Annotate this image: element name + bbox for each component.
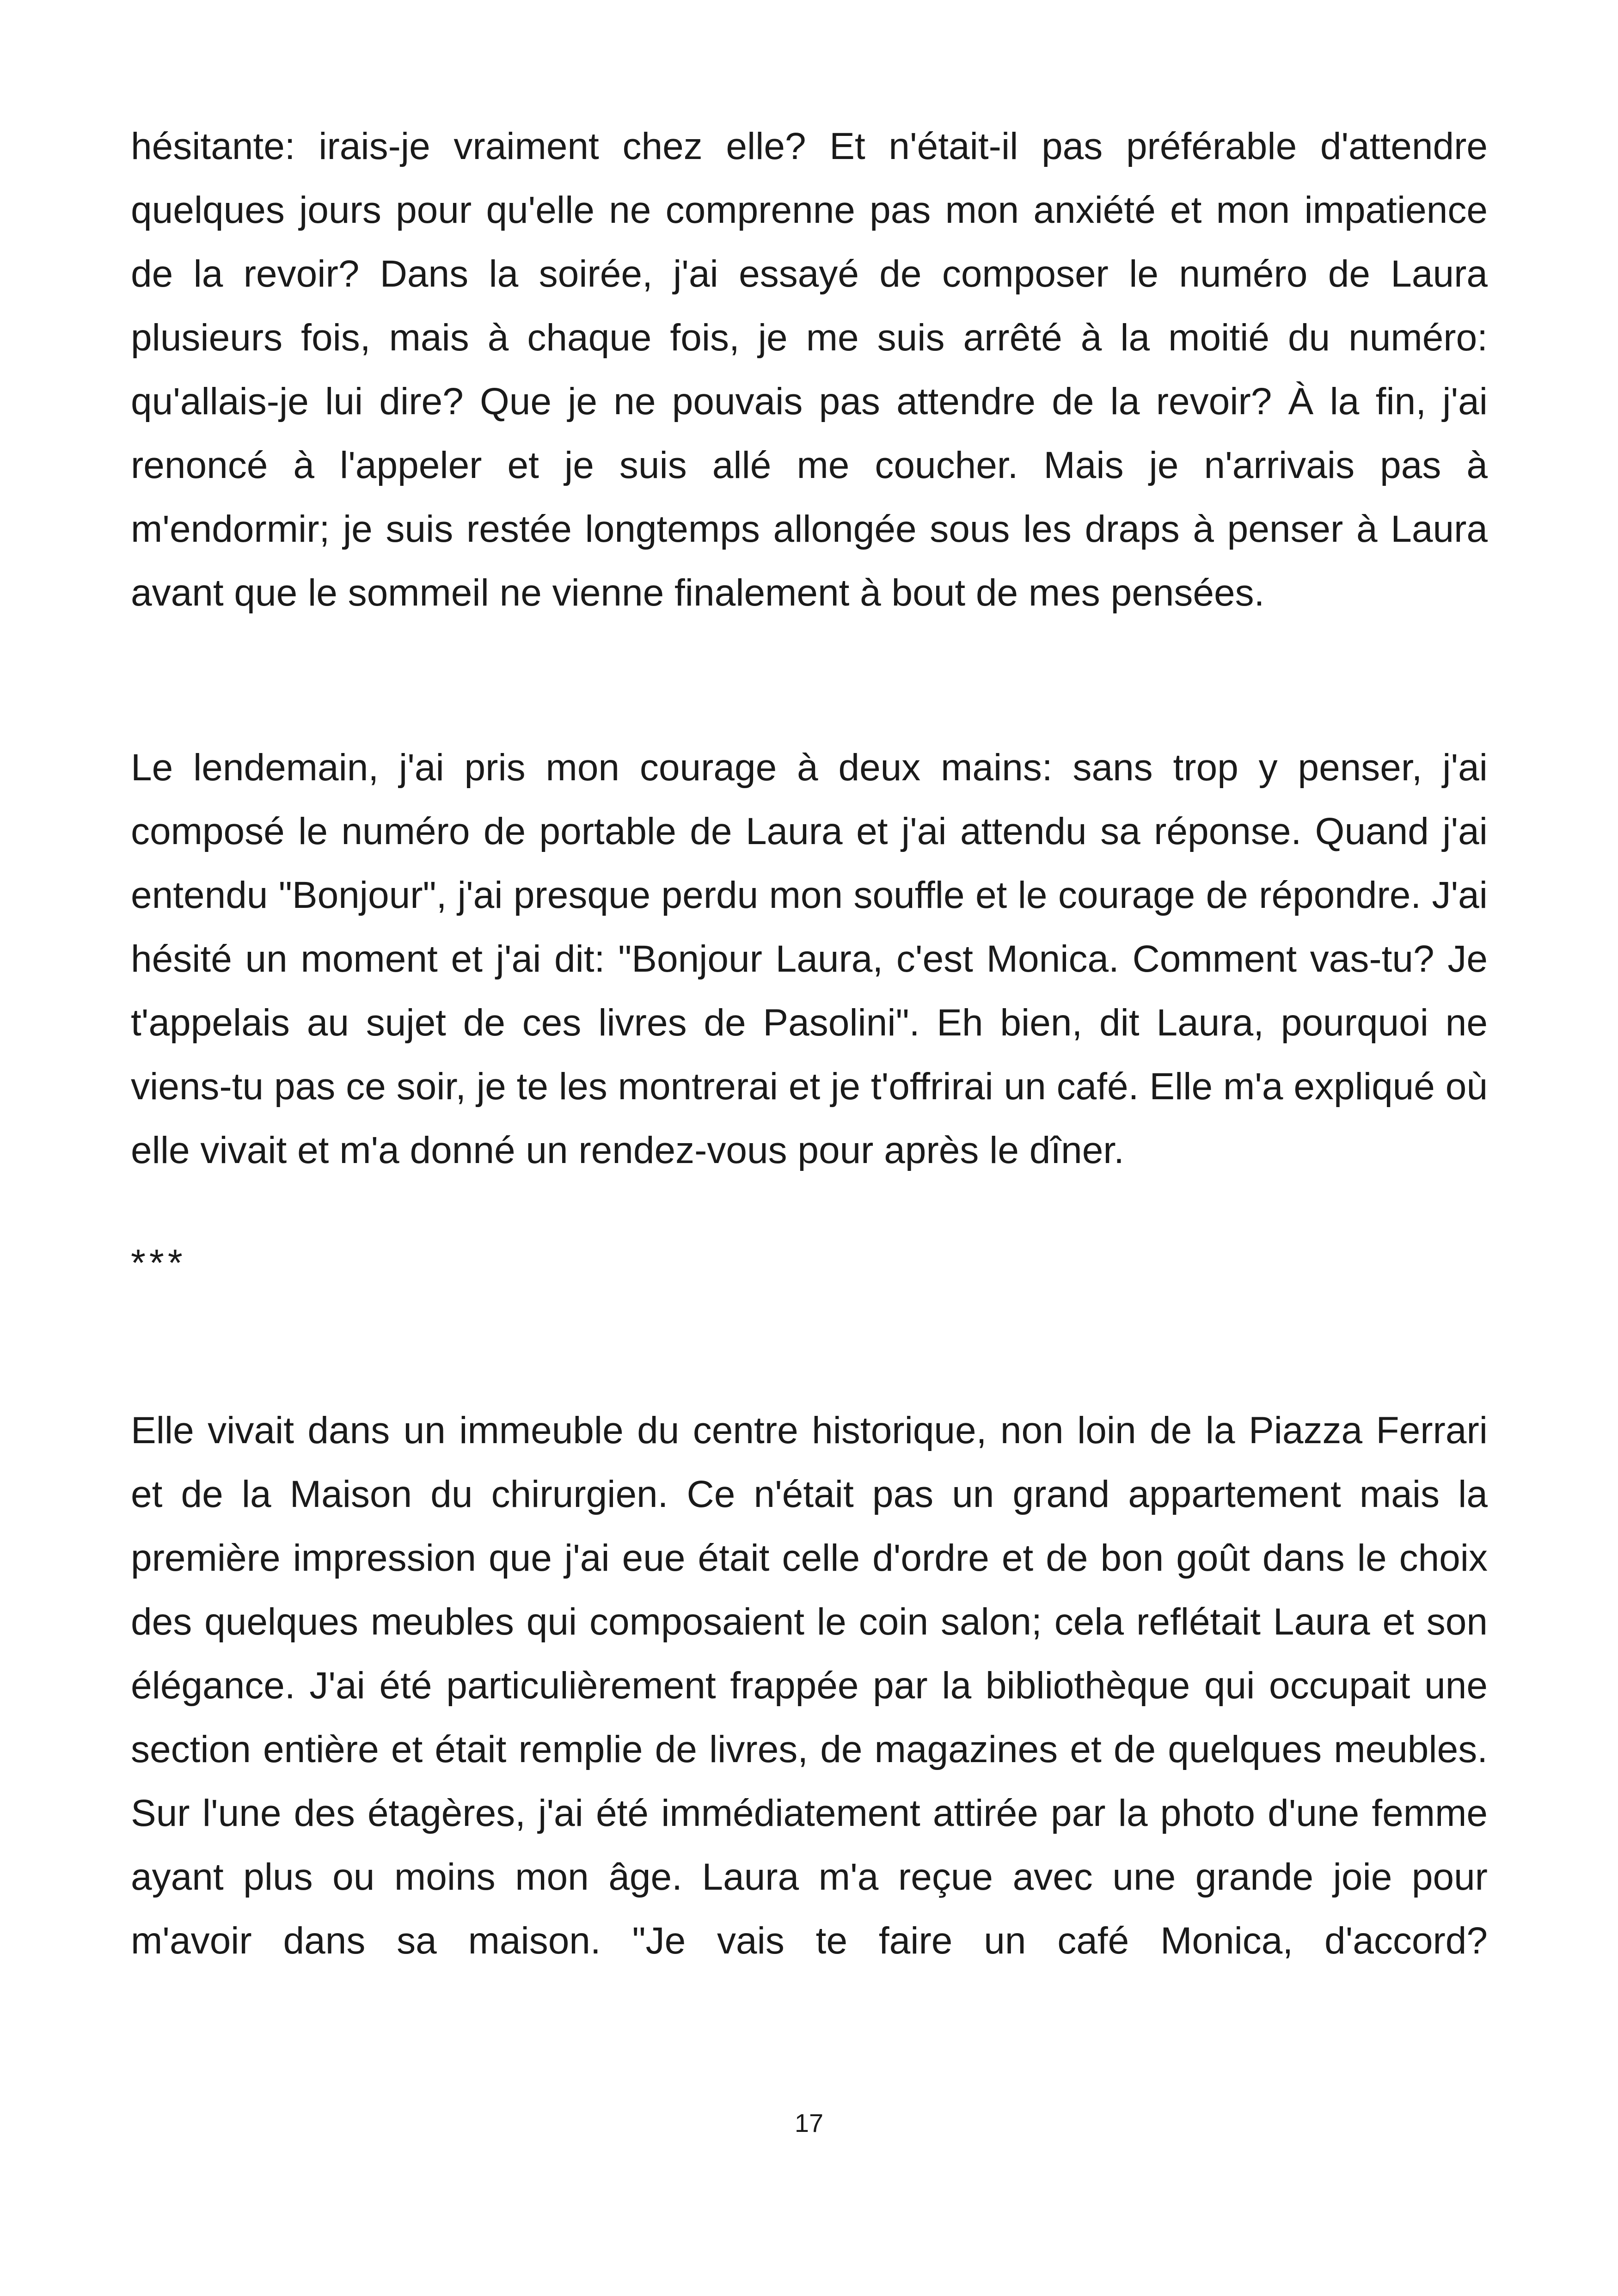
paragraph-1: hésitante: irais-je vraiment chez elle? Et n'était-il pas préférable d'attendre quelques jours pour qu'elle ne comprenne pas mon anxiété et mon impatience de la revoir? Dans la soirée, j'ai essayé de composer le numéro de Laura plusieurs fois, mais à chaque fois, je me suis arrêté à la moitié du numéro: qu'allais-je lui dire? Que je ne pouvais pas attendre de la revoir? À la fin, j'ai renoncé à l'appeler et je suis allé me coucher. Mais je n'arrivais pas à m'endormir; je suis restée longtemps allongée sous les draps à penser à Laura avant que le sommeil ne vienne finalement à bout de mes pensées. <box>131 125 1488 614</box>
page-number: 17 <box>794 2108 824 2137</box>
section-separator: *** <box>131 1242 186 1284</box>
paragraph-2: Le lendemain, j'ai pris mon courage à deux mains: sans trop y penser, j'ai composé le numéro de portable de Laura et j'ai attendu sa réponse. Quand j'ai entendu "Bonjour", j'ai presque perdu mon souffle et le courage de répondre. J'ai hésité un moment et j'ai dit: "Bonjour Laura, c'est Monica. Comment vas-tu? Je t'appelais au sujet de ces livres de Pasolini". Eh bien, dit Laura, pourquoi ne viens-tu pas ce soir, je te les montrerai et je t'offrirai un café. Elle m'a expliqué où elle vivait et m'a donné un rendez-vous pour après le dîner. <box>131 747 1488 1171</box>
paragraph-3: Elle vivait dans un immeuble du centre historique, non loin de la Piazza Ferrari et de la Maison du chirurgien. Ce n'était pas un grand appartement mais la première impression que j'ai eue était celle d'ordre et de bon goût dans le choix des quelques meubles qui composaient le coin salon; cela reflétait Laura et son élégance. J'ai été particulièrement frappée par la bibliothèque qui occupait une section entière et était remplie de livres, de magazines et de quelques meubles. Sur l'une des étagères, j'ai été immédiatement attirée par la photo d'une femme ayant plus ou moins mon âge. Laura m'a reçue avec une grande joie pour m'avoir dans sa maison. "Je vais te faire un café Monica, d'accord? <box>131 1409 1488 1962</box>
